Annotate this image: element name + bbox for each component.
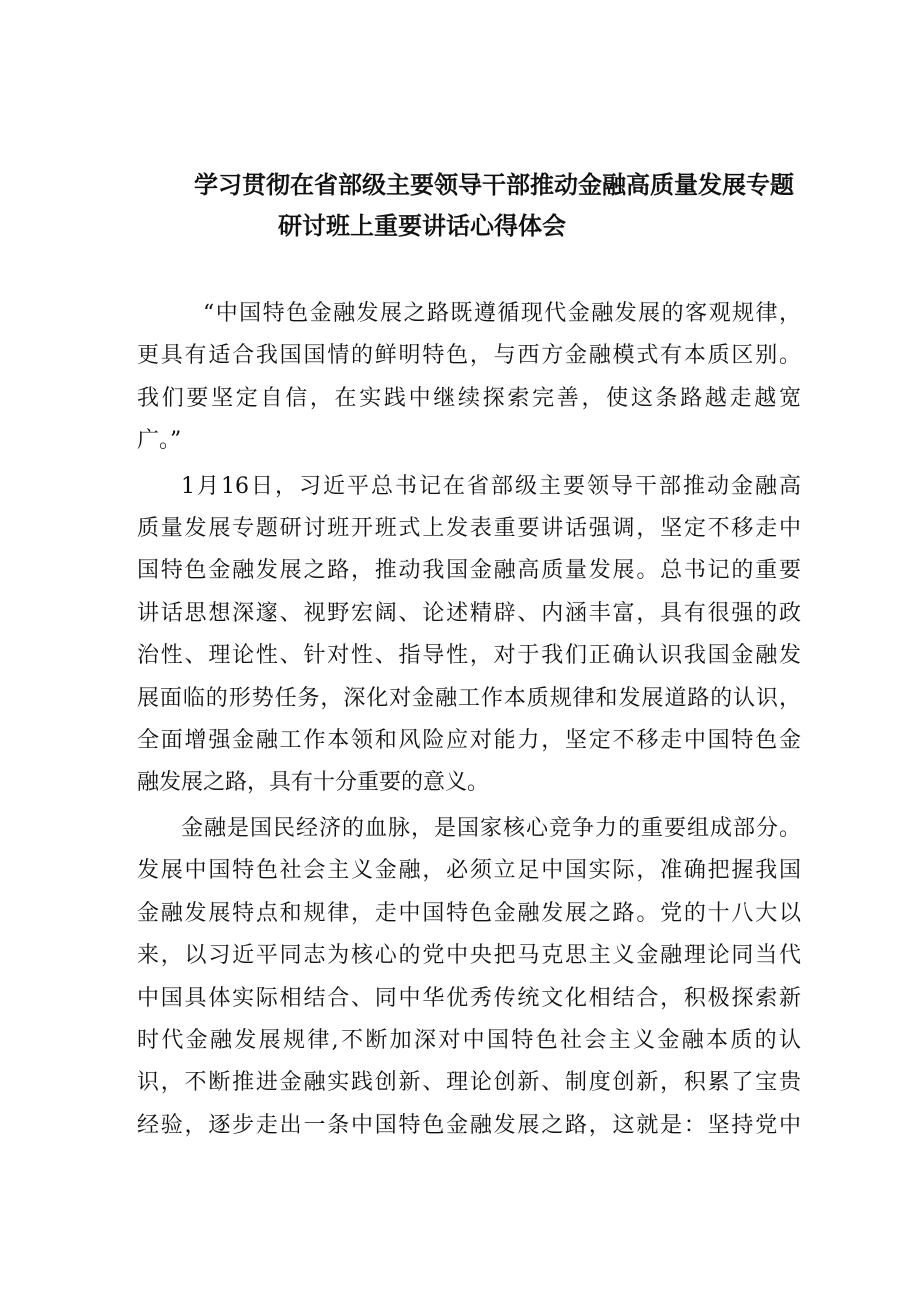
paragraph-line: 广。”: [137, 428, 182, 454]
paragraph-line: 时代金融发展规律,不断加深对中国特色社会主义金融本质的认: [137, 1027, 801, 1053]
paragraph-line: 中国具体实际相结合、同中华优秀传统文化相结合，积极探索新: [137, 985, 801, 1011]
quote-paragraph: [137, 293, 801, 463]
paragraph-line: 金融是国民经济的血脉，是国家核心竞争力的重要组成部分。: [181, 815, 801, 841]
paragraph-line: 1月16日，习近平总书记在省部级主要领导干部推动金融高: [181, 473, 801, 499]
body-paragraph: [137, 808, 801, 1147]
paragraph-line: 融发展之路，具有十分重要的意义。: [137, 770, 490, 796]
paragraph-line: 讲话思想深邃、视野宏阔、论述精辟、内涵丰富，具有很强的政: [137, 600, 801, 626]
paragraph-line: 金融发展特点和规律，走中国特色金融发展之路。党的十八大以: [137, 900, 801, 926]
document-body: [137, 293, 801, 1147]
paragraph-line: 全面增强金融工作本领和风险应对能力，坚定不移走中国特色金: [137, 728, 801, 754]
paragraph-line: 经验，逐步走出一条中国特色金融发展之路，这就是：坚持党中: [137, 1112, 801, 1138]
paragraph-line: 国特色金融发展之路，推动我国金融高质量发展。总书记的重要: [137, 558, 801, 584]
paragraph-line: 来，以习近平同志为核心的党中央把马克思主义金融理论同当代: [137, 943, 801, 969]
paragraph-line: 质量发展专题研讨班开班式上发表重要讲话强调，坚定不移走中: [137, 516, 801, 542]
paragraph-line: “中国特色金融发展之路既遵循现代金融发展的客观规律，: [203, 301, 801, 326]
paragraph-line: 更具有适合我国国情的鲜明特色，与西方金融模式有本质区别。: [137, 343, 801, 369]
paragraph-line: 识，不断推进金融实践创新、理论创新、制度创新，积累了宝贵: [137, 1070, 801, 1096]
paragraph-line: 展面临的形势任务，深化对金融工作本质规律和发展道路的认识，: [137, 685, 801, 711]
body-paragraph: [137, 466, 801, 805]
paragraph-line: 发展中国特色社会主义金融，必须立足中国实际，准确把握我国: [137, 858, 801, 884]
document-title-line-2: 研讨班上重要讲话心得体会: [278, 212, 566, 240]
paragraph-line: 治性、理论性、针对性、指导性，对于我们正确认识我国金融发: [137, 643, 801, 669]
paragraph-line: 我们要坚定自信，在实践中继续探索完善，使这条路越走越宽: [137, 385, 801, 411]
document-title-line-1: 学习贯彻在省部级主要领导干部推动金融高质量发展专题: [194, 171, 794, 199]
